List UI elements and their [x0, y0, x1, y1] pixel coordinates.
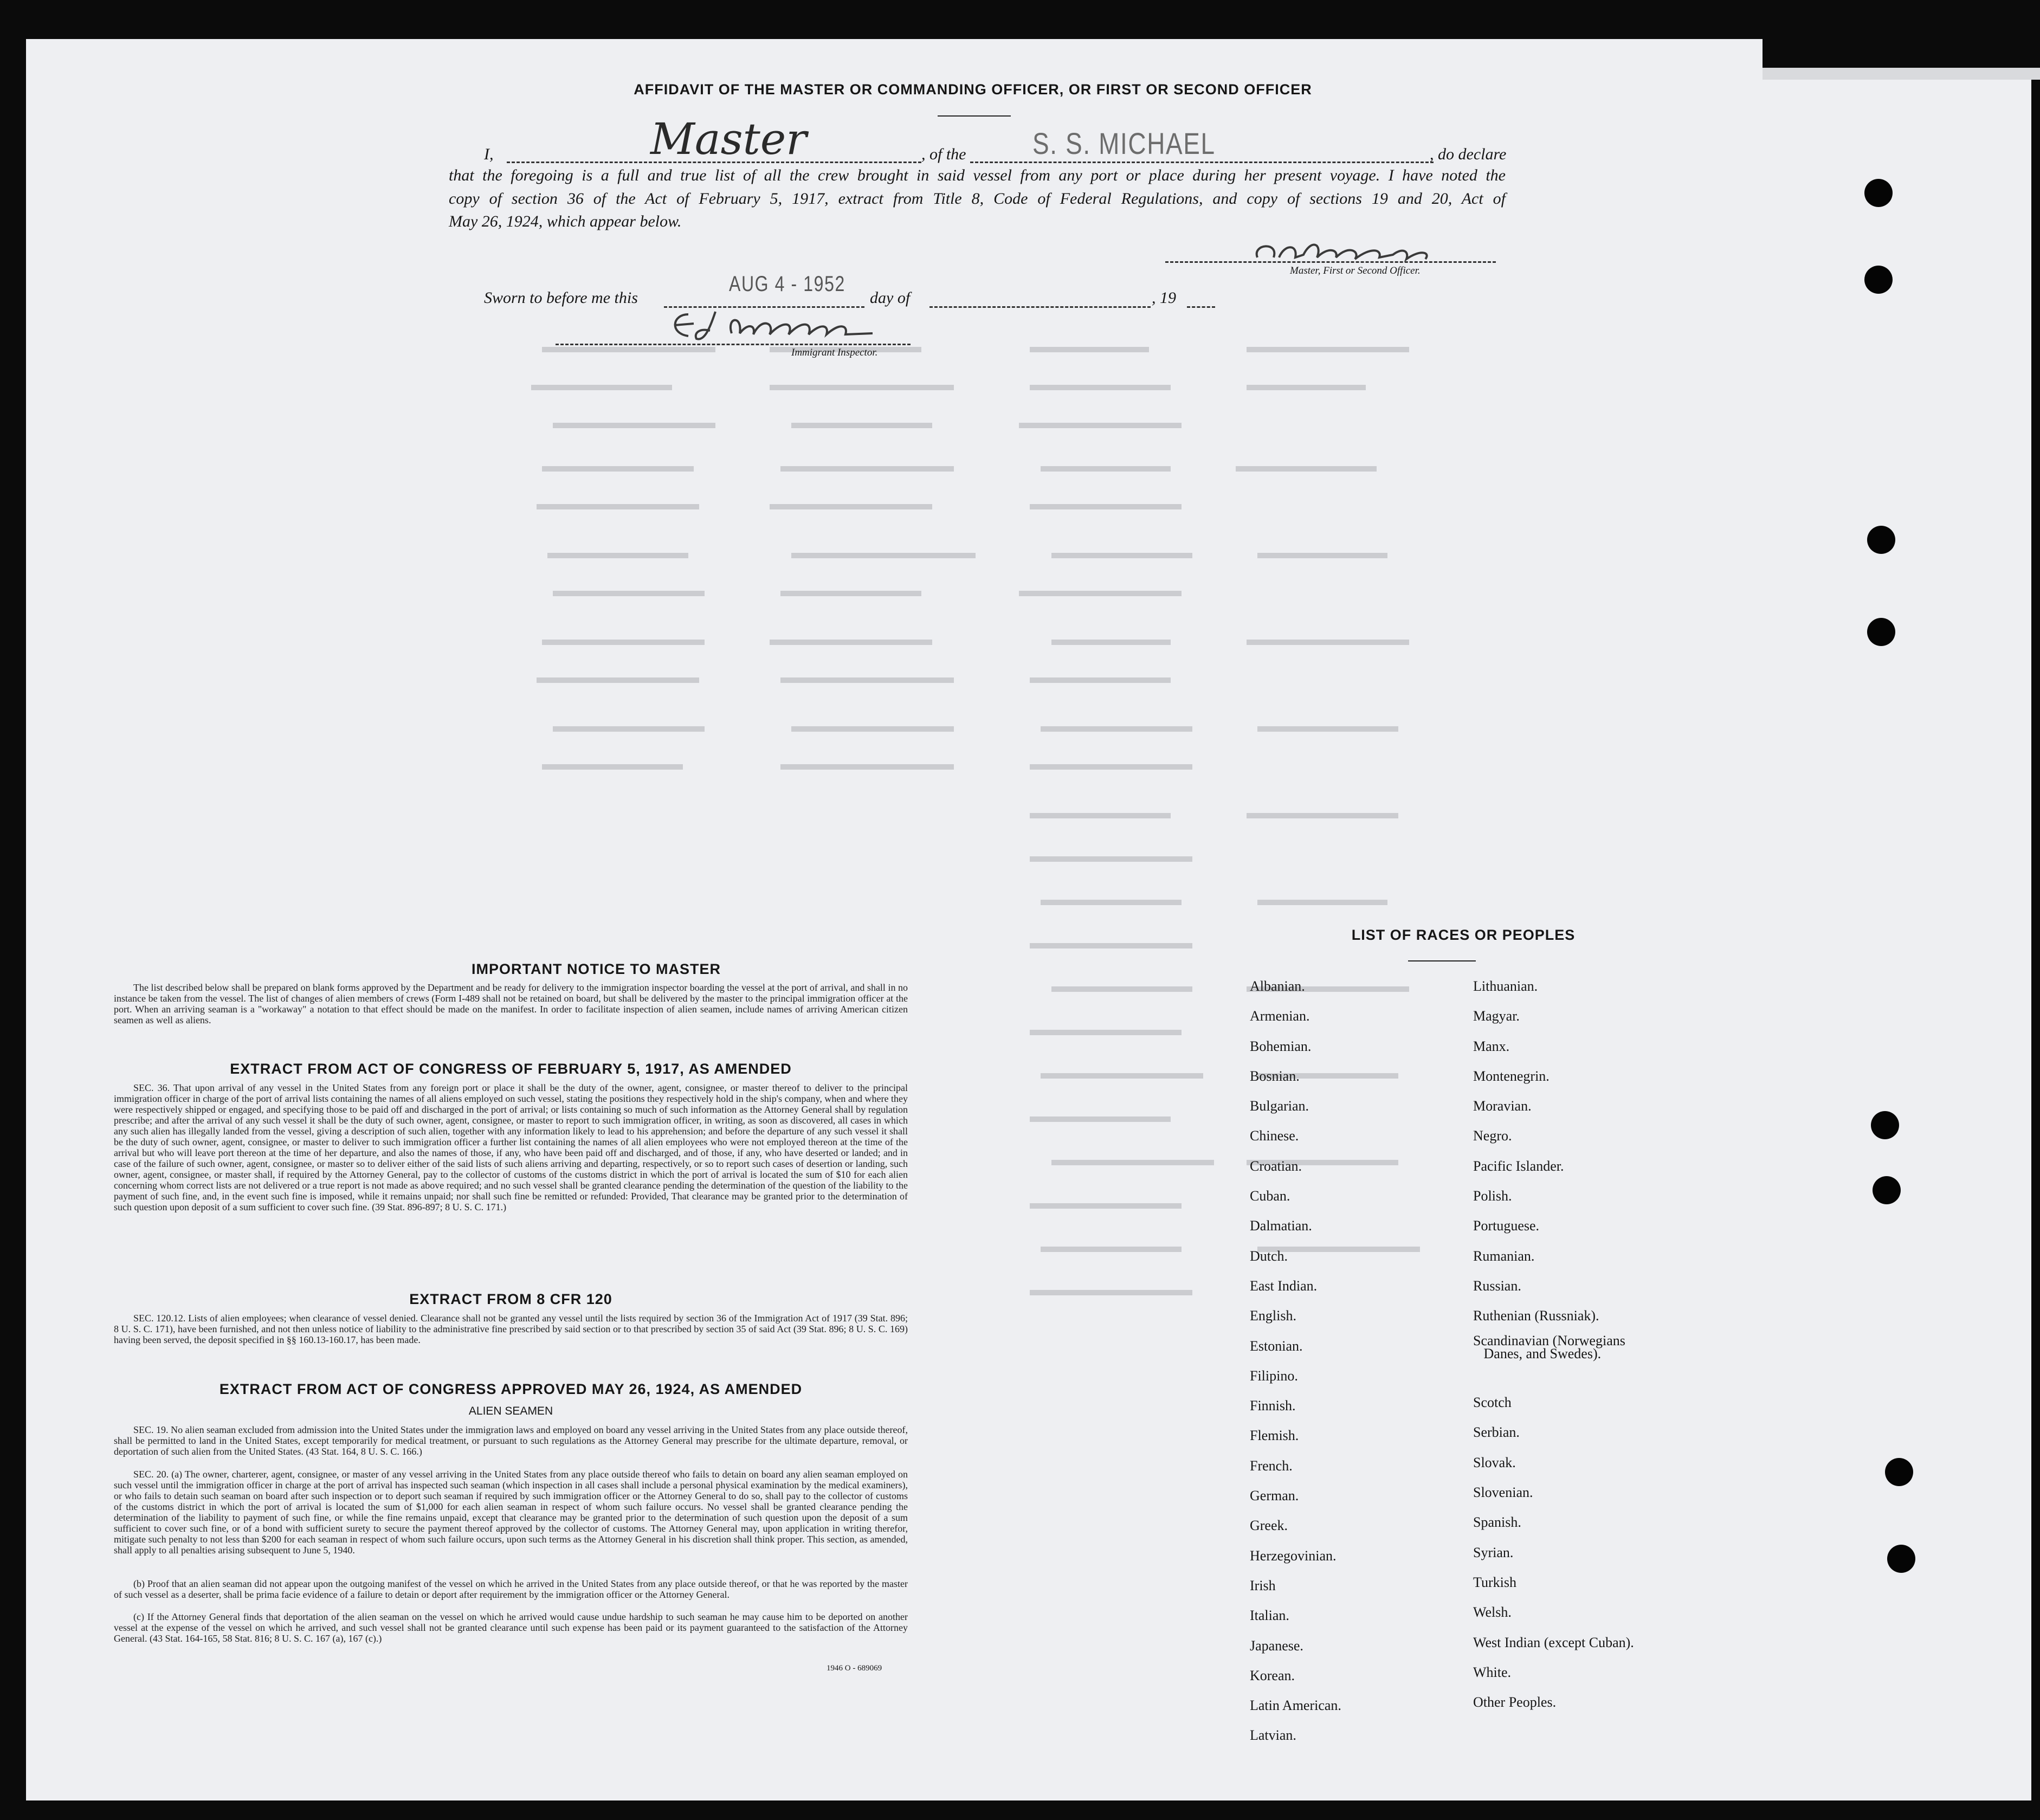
race-item: Filipino.	[1250, 1367, 1298, 1384]
signature-caption: Master, First or Second Officer.	[1290, 265, 1421, 276]
race-item: Portuguese.	[1473, 1218, 1540, 1234]
print-code: 1946 O - 689069	[827, 1664, 882, 1673]
race-item: Greek.	[1250, 1518, 1288, 1534]
races-title: LIST OF RACES OR PEOPLES	[1351, 927, 1576, 943]
race-item: Bulgarian.	[1250, 1098, 1309, 1114]
race-item: German.	[1250, 1488, 1299, 1504]
sworn-label: Sworn to before me this	[484, 289, 638, 307]
race-item: Latin American.	[1250, 1698, 1341, 1714]
race-item: White.	[1473, 1664, 1512, 1680]
affidavit-title: AFFIDAVIT OF THE MASTER OR COMMANDING OFFICER, OR FIRST OR SECOND OFFICER	[634, 81, 1312, 98]
punch-hole	[1867, 526, 1895, 554]
race-item: Ruthenian (Russniak).	[1473, 1308, 1599, 1324]
punch-hole	[1864, 179, 1893, 207]
extract-1917-title: EXTRACT FROM ACT OF CONGRESS OF FEBRUARY 5, 1917, AS AMENDED	[230, 1061, 792, 1077]
sec-20c-text: (c) If the Attorney General finds that deportation of the alien seaman on the vessel on which he arrived would cause undue hardship to such seaman he may cause him to be deported on another vessel at the expense of the vessel on which he arrived, and such vessel shall not be granted clearance until such expense has been paid or its payment guaranteed to the satisfaction of the Attorney General. (43 Stat. 164-165, 58 Stat. 816; 8 U. S. C. 167 (a), 167 (c).)	[114, 1611, 908, 1644]
sec-20b-text: (b) Proof that an alien seaman did not appear upon the outgoing manifest of the vessel on which he arrived in the United States from any place outside thereof, or that he was reported by the master of such vessel as a deserter, shall be prima facie evidence of a failure to detain or deport after requirement by the immigration officer or the Attorney General.	[114, 1578, 908, 1600]
race-item: Herzegovinian.	[1250, 1547, 1337, 1564]
declaration-prefix: I,	[484, 145, 494, 163]
race-item: Other Peoples.	[1473, 1694, 1557, 1711]
race-item: Syrian.	[1473, 1544, 1514, 1560]
race-item: Spanish.	[1473, 1514, 1521, 1531]
race-item: Italian.	[1250, 1608, 1289, 1624]
of-the-label: , of the	[921, 145, 966, 163]
race-item: Magyar.	[1473, 1008, 1520, 1024]
race-item: Flemish.	[1250, 1428, 1299, 1444]
race-item: English.	[1250, 1308, 1296, 1324]
race-item: Japanese.	[1250, 1637, 1303, 1654]
sworn-year-line	[1187, 306, 1215, 308]
inspector-signature-line	[556, 344, 911, 345]
race-item: Dutch.	[1250, 1248, 1288, 1264]
race-item: Cuban.	[1250, 1188, 1290, 1204]
page-edge	[1763, 68, 2040, 80]
title-rule	[938, 115, 1011, 117]
races-title-rule	[1408, 960, 1476, 961]
race-item: French.	[1250, 1457, 1293, 1474]
vessel-name: S. S. MICHAEL	[1032, 126, 1216, 160]
vessel-line	[970, 162, 1434, 163]
declaration-line-4: May 26, 1924, which appear below.	[449, 212, 682, 230]
race-item: Lithuanian.	[1473, 978, 1538, 994]
punch-hole	[1885, 1458, 1913, 1486]
races-left-column	[1250, 971, 1341, 1751]
race-item: Turkish	[1473, 1574, 1516, 1590]
punch-hole	[1887, 1545, 1915, 1573]
race-item: Albanian.	[1250, 978, 1305, 994]
race-item: Scotch	[1473, 1395, 1512, 1411]
notice-title: IMPORTANT NOTICE TO MASTER	[472, 961, 721, 977]
race-item: Manx.	[1473, 1038, 1510, 1054]
extract-1917-body: SEC. 36. That upon arrival of any vessel in the United States from any foreign port or place it shall be the duty of the owner, agent, consignee, or master thereof to deliver to the principal immigration officer in charge of the port of arrival lists containing the names of all aliens employed on such vessel, stating the positions they respectively hold in the ship's company, when and where they were respectively shipped or engaged, and specifying those to be paid off and discharged in the port of arrival; or lists containing so much of such information as the Attorney General shall by regulation prescribe; and after the arrival of any such vessel it shall be the duty of such owner, agent, consignee, or master to report to such immigration officer, in writing, as soon as discovered, all cases in which any such alien has illegally landed from the vessel, giving a description of such alien, together with any information likely to lead to his apprehension; and before the departure of any such vessel it shall be the duty of such owner, agent, consignee, or master to deliver to such immigration officer a further list containing the names of all alien employees who were not employed thereon at the time of the arrival but who will leave port thereon at the time of her departure, and also the names of those, if any, who have been paid off and discharged, and of those, if any, who have deserted or landed; and in case of the failure of such owner, agent, consignee, or master so to deliver either of the said lists of such aliens arriving and departing, respectively, or so to report such cases of desertion or landing, such owner, agent, consignee, or master shall, if required by the Attorney General, pay to the collector of customs of the customs district in which the port of arrival is located the sum of $10 for each alien concerning whom correct lists are not delivered or a true report is not made as above required; and no such vessel shall be granted clearance pending the determination of the question of the liability to the payment of such fine, and, in the event such fine is imposed, while it remains unpaid; nor shall such fine be remitted or refunded: Provided, That clearance may be granted prior to the determination of such question upon deposit of a sum sufficient to cover such fine. (39 Stat. 896-897; 8 U. S. C. 171.)	[114, 1082, 908, 1212]
race-item: Chinese.	[1250, 1128, 1299, 1144]
race-item: Latvian.	[1250, 1727, 1296, 1744]
race-item: Armenian.	[1250, 1008, 1310, 1024]
race-item: Negro.	[1473, 1128, 1512, 1144]
race-item: Pacific Islander.	[1473, 1158, 1564, 1174]
race-item: Croatian.	[1250, 1158, 1302, 1174]
master-signature-line	[1165, 261, 1496, 263]
race-item: Bohemian.	[1250, 1038, 1312, 1054]
declaration-line-3: copy of section 36 of the Act of February 5, 1917, extract from Title 8, Code of Federal Regulations, and copy of sections 19 and 20, Act of	[449, 190, 1506, 208]
cfr-body: SEC. 120.12. Lists of alien employees; when clearance of vessel denied. Clearance shall not be granted any vessel until the lists required by section 36 of the Immigration Act of 1917 (39 Stat. 896; 8 U. S. C. 171), have been furnished, and not then unless notice of liability to the administrative fine prescribed by said section or to that prescribed by section 35 of said Act (39 Stat. 896; 8 U. S. C. 169) having been served, the deposit specified in §§ 160.13-160.17, has been made.	[114, 1313, 908, 1345]
race-item: Rumanian.	[1473, 1248, 1535, 1264]
sec-19-text: SEC. 19. No alien seaman excluded from admission into the United States under the immigration laws and employed on board any vessel arriving in the United States from any place outside thereof, shall be permitted to land in the United States, except temporarily for medical treatment, or pursuant to such regulations as the Attorney General may prescribe for the ultimate departure, removal, or deportation of such alien from the United States. (43 Stat. 164, 8 U. S. C. 166.)	[114, 1424, 908, 1457]
extract-1924-title: EXTRACT FROM ACT OF CONGRESS APPROVED MAY 26, 1924, AS AMENDED	[219, 1381, 803, 1397]
inspector-caption: Immigrant Inspector.	[791, 347, 878, 358]
notice-body: The list described below shall be prepared on blank forms approved by the Department and be ready for delivery to the immigration inspector boarding the vessel at the port of arrival, and shall in no instance be taken from the vessel. The list of changes of alien members of crews (Form I-489 shall not be retained on board, but shall be delivered by the master to the principal immigration officer at the port. When an arriving seaman is a "workaway" a notation to that effect should be made on the manifest. In order to facilitate inspection of alien seamen, include names of arriving American citizen seamen as well as aliens.	[114, 982, 908, 1025]
race-item: Slovak.	[1473, 1454, 1516, 1470]
race-item: Polish.	[1473, 1188, 1512, 1204]
officer-rank: Master	[650, 114, 807, 164]
alien-seamen-subtitle: ALIEN SEAMEN	[468, 1405, 553, 1417]
sworn-month-line	[929, 306, 1151, 308]
year-prefix: , 19	[1152, 289, 1176, 307]
race-item: Welsh.	[1473, 1604, 1512, 1621]
inspector-signature	[667, 301, 894, 350]
race-item: Dalmatian.	[1250, 1218, 1312, 1234]
punch-hole	[1864, 266, 1893, 294]
declaration-line-2: that the foregoing is a full and true list of all the crew brought in said vessel from any port or place during her present voyage. I have noted the	[449, 166, 1506, 184]
date-stamp: AUG 4 - 1952	[729, 272, 845, 296]
race-item: East Indian.	[1250, 1277, 1318, 1294]
race-item: Korean.	[1250, 1667, 1295, 1683]
races-right-column	[1473, 971, 1634, 1717]
race-item: Montenegrin.	[1473, 1068, 1550, 1084]
punch-hole	[1871, 1111, 1899, 1139]
punch-hole	[1873, 1176, 1901, 1204]
do-declare-label: , do declare	[1430, 145, 1507, 163]
race-item: West Indian (except Cuban).	[1473, 1634, 1634, 1650]
race-item: Finnish.	[1250, 1398, 1296, 1414]
race-item: Irish	[1250, 1577, 1276, 1593]
race-item: Russian.	[1473, 1277, 1521, 1294]
race-item: Bosnian.	[1250, 1068, 1300, 1084]
race-item: Estonian.	[1250, 1338, 1303, 1354]
race-item: Scandinavian (Norwegians Danes, and Swedes).	[1473, 1332, 1625, 1361]
race-item: Moravian.	[1473, 1098, 1532, 1114]
day-of-label: day of	[870, 289, 911, 307]
race-item: Slovenian.	[1473, 1485, 1533, 1501]
sec-20a-text: SEC. 20. (a) The owner, charterer, agent, consignee, or master of any vessel arriving in the United States from any place outside thereof who fails to detain on board any alien seaman employed on such vessel until the immigration officer in charge at the port of arrival has inspected such seaman (which inspection in all cases shall include a personal physical examination by the medical examiners), or who fails to detain such seaman on board after such inspection or to deport such seaman if required by such immigration officer or the Attorney General to do so, shall pay to the collector of customs of the customs district in which the port of arrival is located the sum of $1,000 for each alien seaman in respect of whom such failure occurs. No vessel shall be granted clearance pending the determination of the liability to payment of such fine, or while the fine remains unpaid, except that clearance may be granted prior to the determination of such question upon the deposit of a sum sufficient to cover such fine, or of a bond with sufficient surety to secure the payment thereof approved by the collector of customs. The Attorney General may, upon application in writing therefor, mitigate such penalty to not less than $200 for each seaman in respect of whom such failure occurs, upon such terms as the Attorney General in his discretion shall think proper. This section, as amended, shall apply to all penalties arising subsequent to June 5, 1940.	[114, 1469, 908, 1556]
race-item: Serbian.	[1473, 1424, 1520, 1441]
punch-hole	[1867, 618, 1895, 646]
cfr-title: EXTRACT FROM 8 CFR 120	[409, 1291, 612, 1307]
